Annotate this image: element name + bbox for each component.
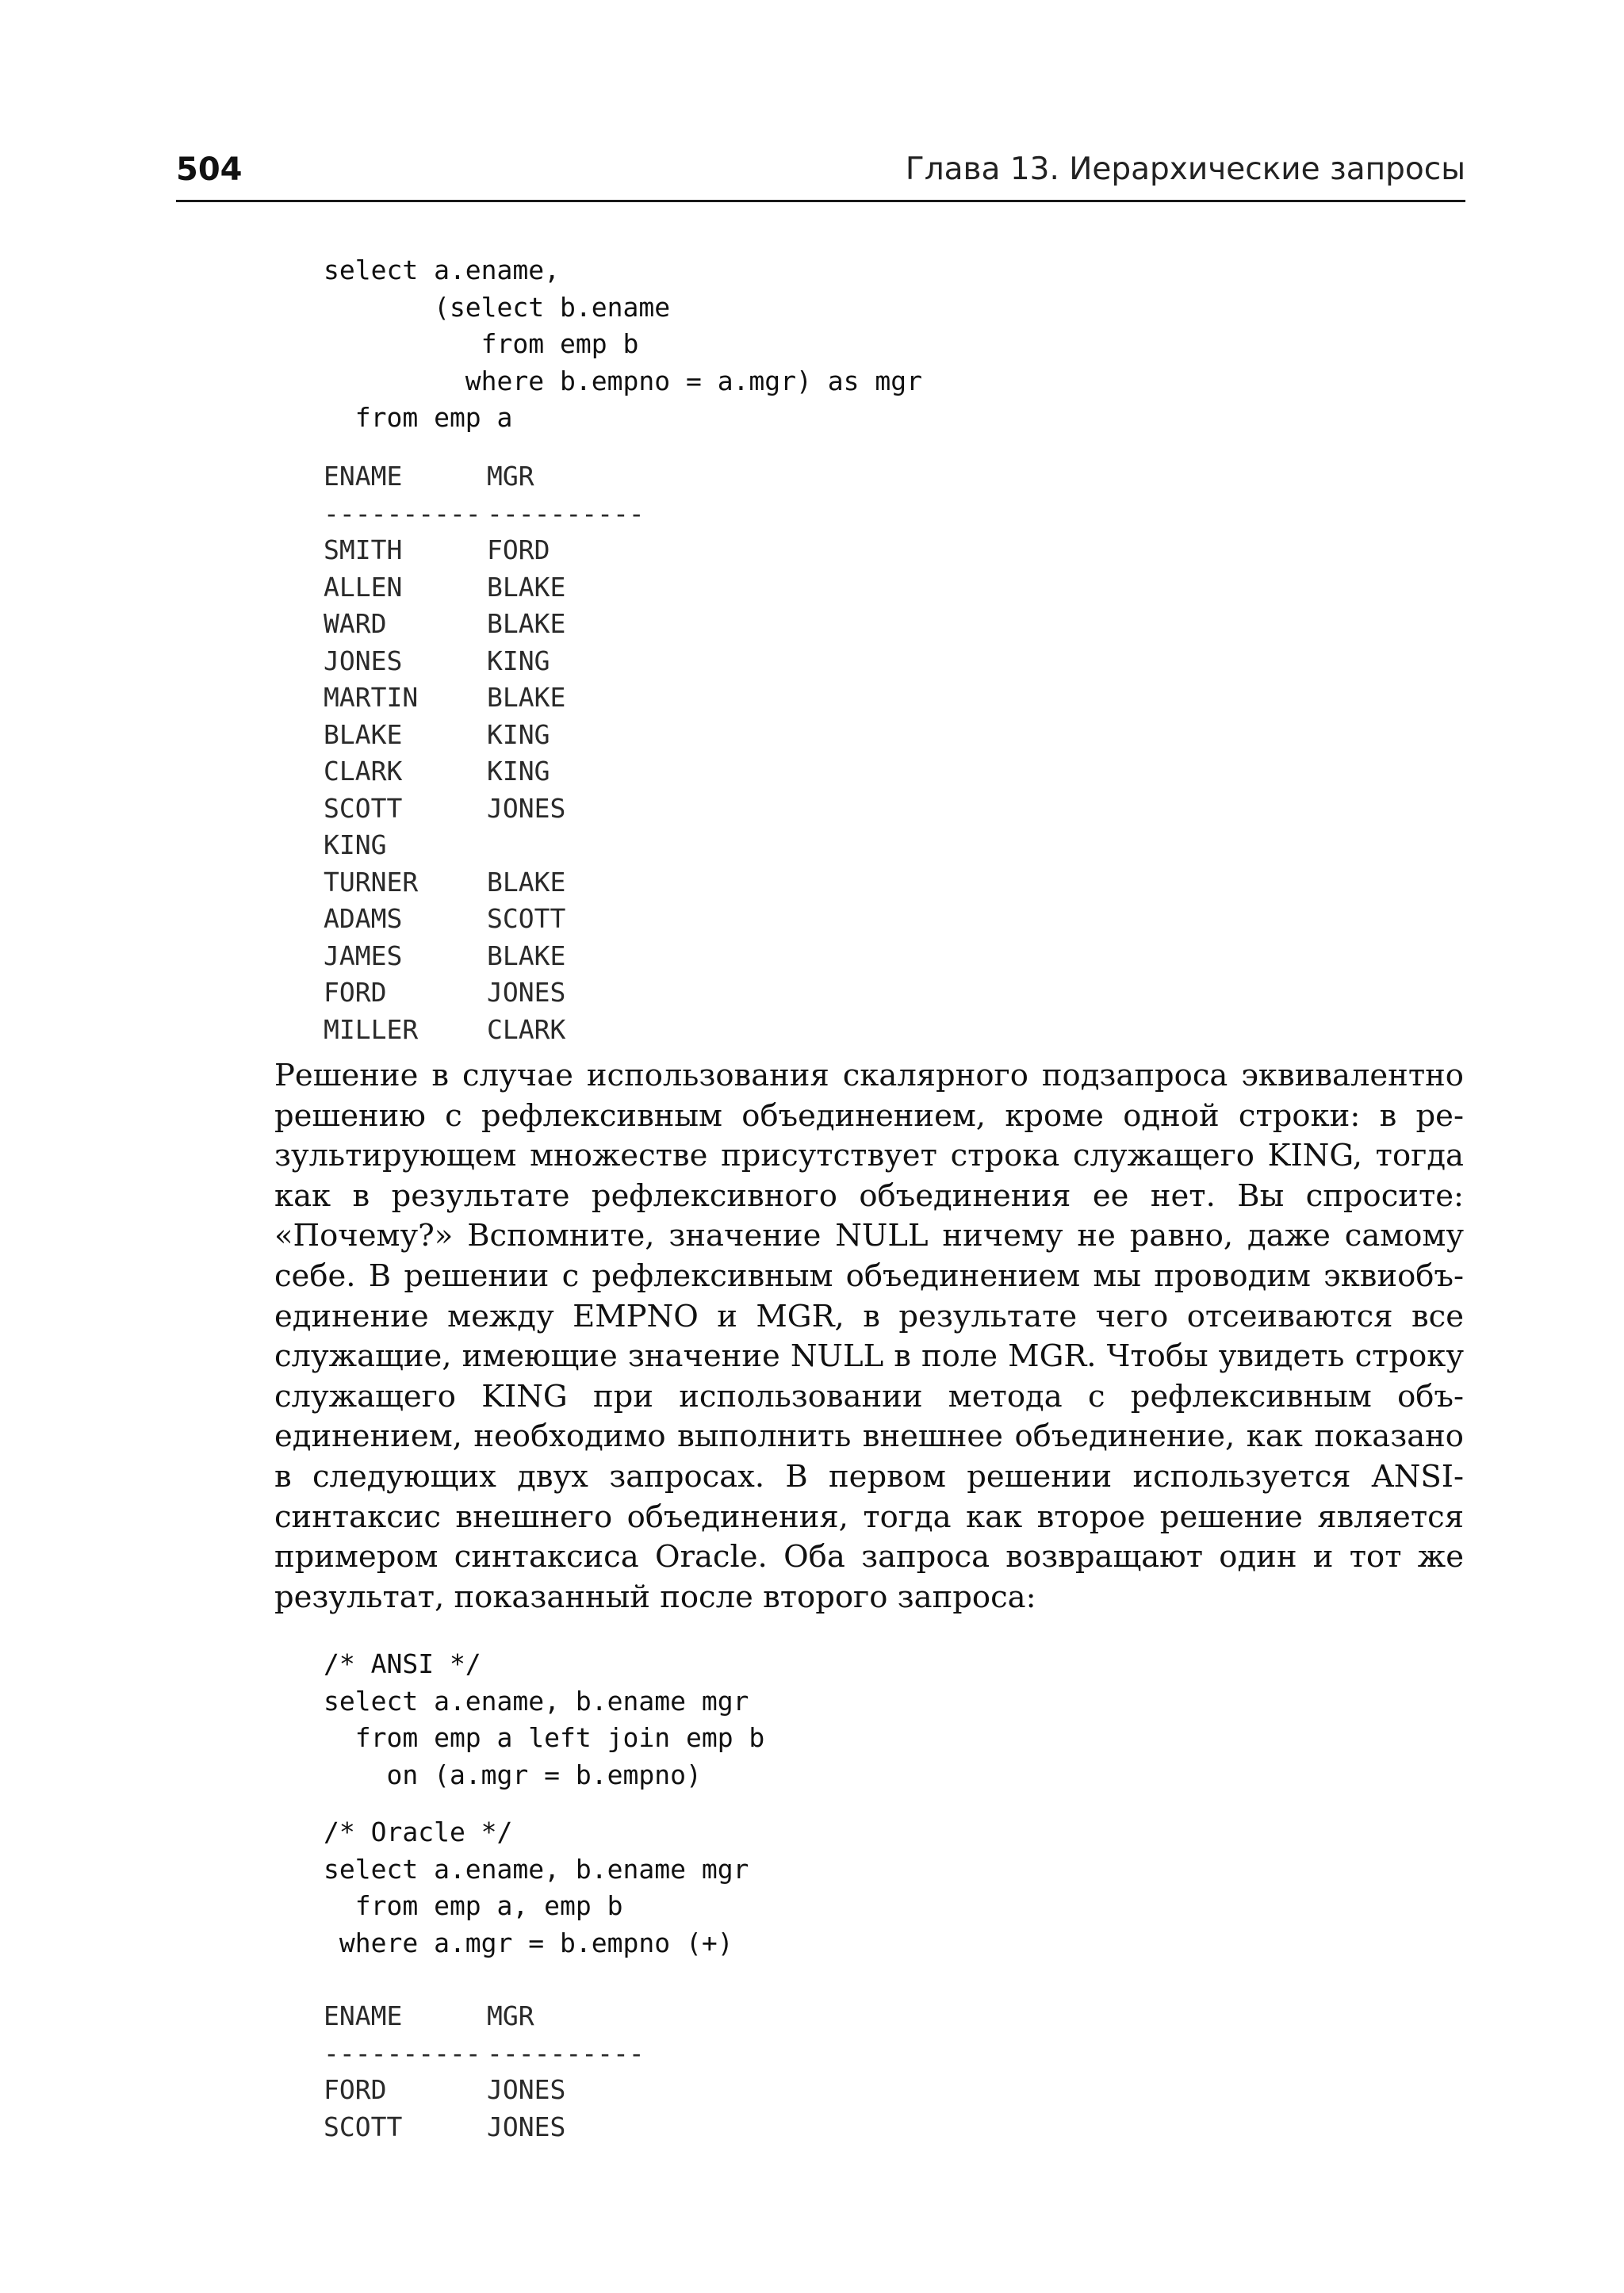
cell-mgr: JONES [487, 2111, 566, 2142]
chapter-title: Глава 13. Иерархические запросы [905, 151, 1465, 187]
code-comment: /* Oracle */ [324, 1816, 513, 1847]
column-header-ename: ENAME [324, 461, 403, 492]
cell-mgr: FORD [487, 534, 550, 565]
cell-ename: MARTIN [324, 682, 419, 713]
code-line: where b.empno = a.mgr) as mgr [324, 365, 922, 396]
cell-ename: SCOTT [324, 792, 403, 824]
cell-mgr: JONES [487, 2074, 566, 2105]
cell-ename: SCOTT [324, 2111, 403, 2142]
code-line: select a.ename, [324, 255, 561, 285]
code-line: on (a.mgr = b.empno) [324, 1759, 702, 1790]
code-line: where a.mgr = b.empno (+) [324, 1927, 733, 1958]
body-paragraph: Решение в случае использования скалярного подзапроса эквивалентно решению с рефлексивным объединением, кроме одной строки: в результирующем множестве присутствует строка служащего KING, тогда как в результате рефлексивного объединения ее нет. Вы спросите: «Почему?» Вспомните, значение NULL ничему не равно, даже самому себе. В решении с рефлексивным объединением мы проводим эквиобъединение между EMPNO и MGR, в результате чего отсеиваются все служащие, имеющие значение NULL в поле MGR. Чтобы увидеть строку служащего KING при использовании метода с рефлексивным объединением, необходимо выполнить внешнее объединение, как показано в следующих двух запросах. В первом решении используется ANSI-синтаксис внешнего объединения, тогда как второе решение является примером синтаксиса Oracle. Оба запроса возвращают один и тот же результат, показанный после второго запроса: [274, 1058, 1464, 1615]
cell-ename: ALLEN [324, 571, 403, 603]
column-header-mgr: MGR [487, 2000, 534, 2031]
cell-ename: ADAMS [324, 903, 403, 934]
cell-ename: MILLER [324, 1013, 419, 1045]
cell-ename: JONES [324, 645, 403, 676]
cell-ename: SMITH [324, 534, 403, 565]
cell-mgr: JONES [487, 792, 566, 824]
cell-ename: FORD [324, 977, 387, 1008]
cell-ename: CLARK [324, 756, 403, 787]
cell-ename: FORD [324, 2074, 387, 2105]
code-line: select a.ename, b.ename mgr [324, 1685, 749, 1717]
page-number: 504 [176, 151, 243, 188]
cell-mgr: BLAKE [487, 940, 566, 971]
cell-ename: TURNER [324, 866, 419, 898]
column-header-mgr: MGR [487, 461, 534, 492]
cell-mgr: BLAKE [487, 608, 566, 639]
code-block-scalar-subquery [324, 252, 922, 437]
cell-mgr: BLAKE [487, 571, 566, 603]
code-line: from emp a, emp b [324, 1890, 623, 1921]
code-block-oracle [324, 1814, 749, 1962]
code-comment: /* ANSI */ [324, 1648, 481, 1679]
column-header-ename: ENAME [324, 2000, 403, 2031]
cell-mgr: KING [487, 645, 550, 676]
cell-mgr: JONES [487, 977, 566, 1008]
cell-mgr: KING [487, 718, 550, 750]
code-line: from emp b [324, 328, 639, 359]
cell-mgr: BLAKE [487, 682, 566, 713]
cell-mgr: KING [487, 756, 550, 787]
separator-dashes: ---------- [487, 497, 645, 529]
cell-ename: KING [324, 829, 387, 860]
separator-dashes: ---------- [324, 2037, 481, 2069]
code-block-ansi [324, 1646, 764, 1793]
cell-ename: JAMES [324, 940, 403, 971]
separator-dashes: ---------- [487, 2037, 645, 2069]
code-line: select a.ename, b.ename mgr [324, 1853, 749, 1885]
cell-mgr: CLARK [487, 1013, 566, 1045]
page-header [176, 143, 1465, 202]
separator-dashes: ---------- [324, 497, 481, 529]
code-line: (select b.ename [324, 291, 671, 323]
code-line: from emp a [324, 402, 513, 433]
code-line: from emp a left join emp b [324, 1722, 765, 1753]
cell-mgr: SCOTT [487, 903, 566, 934]
cell-ename: WARD [324, 608, 387, 639]
cell-mgr: BLAKE [487, 866, 566, 898]
cell-ename: BLAKE [324, 718, 403, 750]
